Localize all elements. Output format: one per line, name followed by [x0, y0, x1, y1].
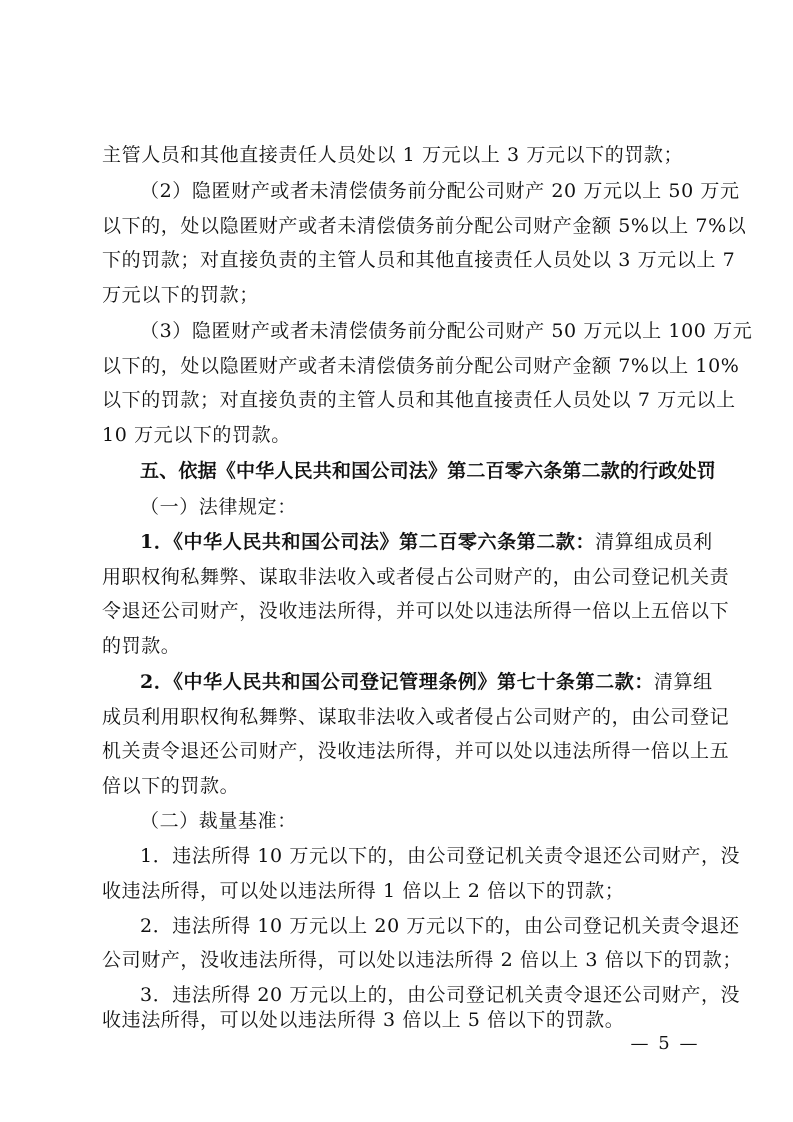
paragraph-line: 令退还公司财产，没收违法所得，并可以处以违法所得一倍以上五倍以下 — [102, 600, 730, 622]
legal-clause-line — [140, 667, 713, 697]
paragraph-line: 公司财产，没收违法所得，可以处以违法所得 2 倍以上 3 倍以下的罚款； — [102, 949, 742, 971]
paragraph-line: 10 万元以下的罚款。 — [102, 424, 291, 446]
page-number: — 5 — — [630, 1033, 700, 1054]
paragraph-line: 主管人员和其他直接责任人员处以 1 万元以上 3 万元以下的罚款； — [102, 144, 684, 166]
subsection-heading: （二）裁量基准： — [140, 810, 297, 832]
legal-citation: 2．《中华人民共和国公司登记管理条例》第七十条第二款： — [140, 671, 654, 693]
paragraph-line: 收违法所得，可以处以违法所得 1 倍以上 2 倍以下的罚款； — [102, 880, 625, 902]
paragraph-line: 3．违法所得 20 万元以上的，由公司登记机关责令退还公司财产，没 — [140, 984, 741, 1006]
paragraph-line: 用职权徇私舞弊、谋取非法收入或者侵占公司财产的，由公司登记机关责 — [102, 566, 730, 588]
legal-clause-line — [140, 527, 713, 557]
paragraph-line: 以下的，处以隐匿财产或者未清偿债务前分配公司财产金额 7%以上 10% — [102, 355, 740, 377]
paragraph-line: 收违法所得，可以处以违法所得 3 倍以上 5 倍以下的罚款。 — [102, 1009, 625, 1031]
paragraph-line: 的罚款。 — [102, 635, 181, 657]
paragraph-line: 万元以下的罚款； — [102, 284, 259, 306]
paragraph-line: 机关责令退还公司财产，没收违法所得，并可以处以违法所得一倍以上五 — [102, 740, 730, 762]
paragraph-line: 以下的，处以隐匿财产或者未清偿债务前分配公司财产金额 5%以上 7%以 — [102, 215, 747, 237]
paragraph-line: 下的罚款；对直接负责的主管人员和其他直接责任人员处以 3 万元以上 7 — [102, 249, 736, 271]
subsection-heading: （一）法律规定： — [140, 496, 297, 518]
clause-text: 清算组成员利 — [595, 531, 713, 553]
clause-text: 清算组 — [653, 671, 713, 693]
paragraph-line: 以下的罚款；对直接负责的主管人员和其他直接责任人员处以 7 万元以上 — [102, 389, 736, 411]
paragraph-line: 1．违法所得 10 万元以下的，由公司登记机关责令退还公司财产，没 — [140, 845, 741, 867]
legal-citation: 1．《中华人民共和国公司法》第二百零六条第二款： — [140, 531, 596, 553]
section-heading: 五、依据《中华人民共和国公司法》第二百零六条第二款的行政处罚 — [140, 460, 717, 482]
paragraph-line: （3）隐匿财产或者未清偿债务前分配公司财产 50 万元以上 100 万元 — [140, 320, 753, 342]
paragraph-line: 倍以下的罚款。 — [102, 775, 240, 797]
paragraph-line: （2）隐匿财产或者未清偿债务前分配公司财产 20 万元以上 50 万元 — [140, 180, 740, 202]
paragraph-line: 2．违法所得 10 万元以上 20 万元以下的，由公司登记机关责令退还 — [140, 915, 740, 937]
paragraph-line: 成员利用职权徇私舞弊、谋取非法收入或者侵占公司财产的，由公司登记 — [102, 706, 730, 728]
